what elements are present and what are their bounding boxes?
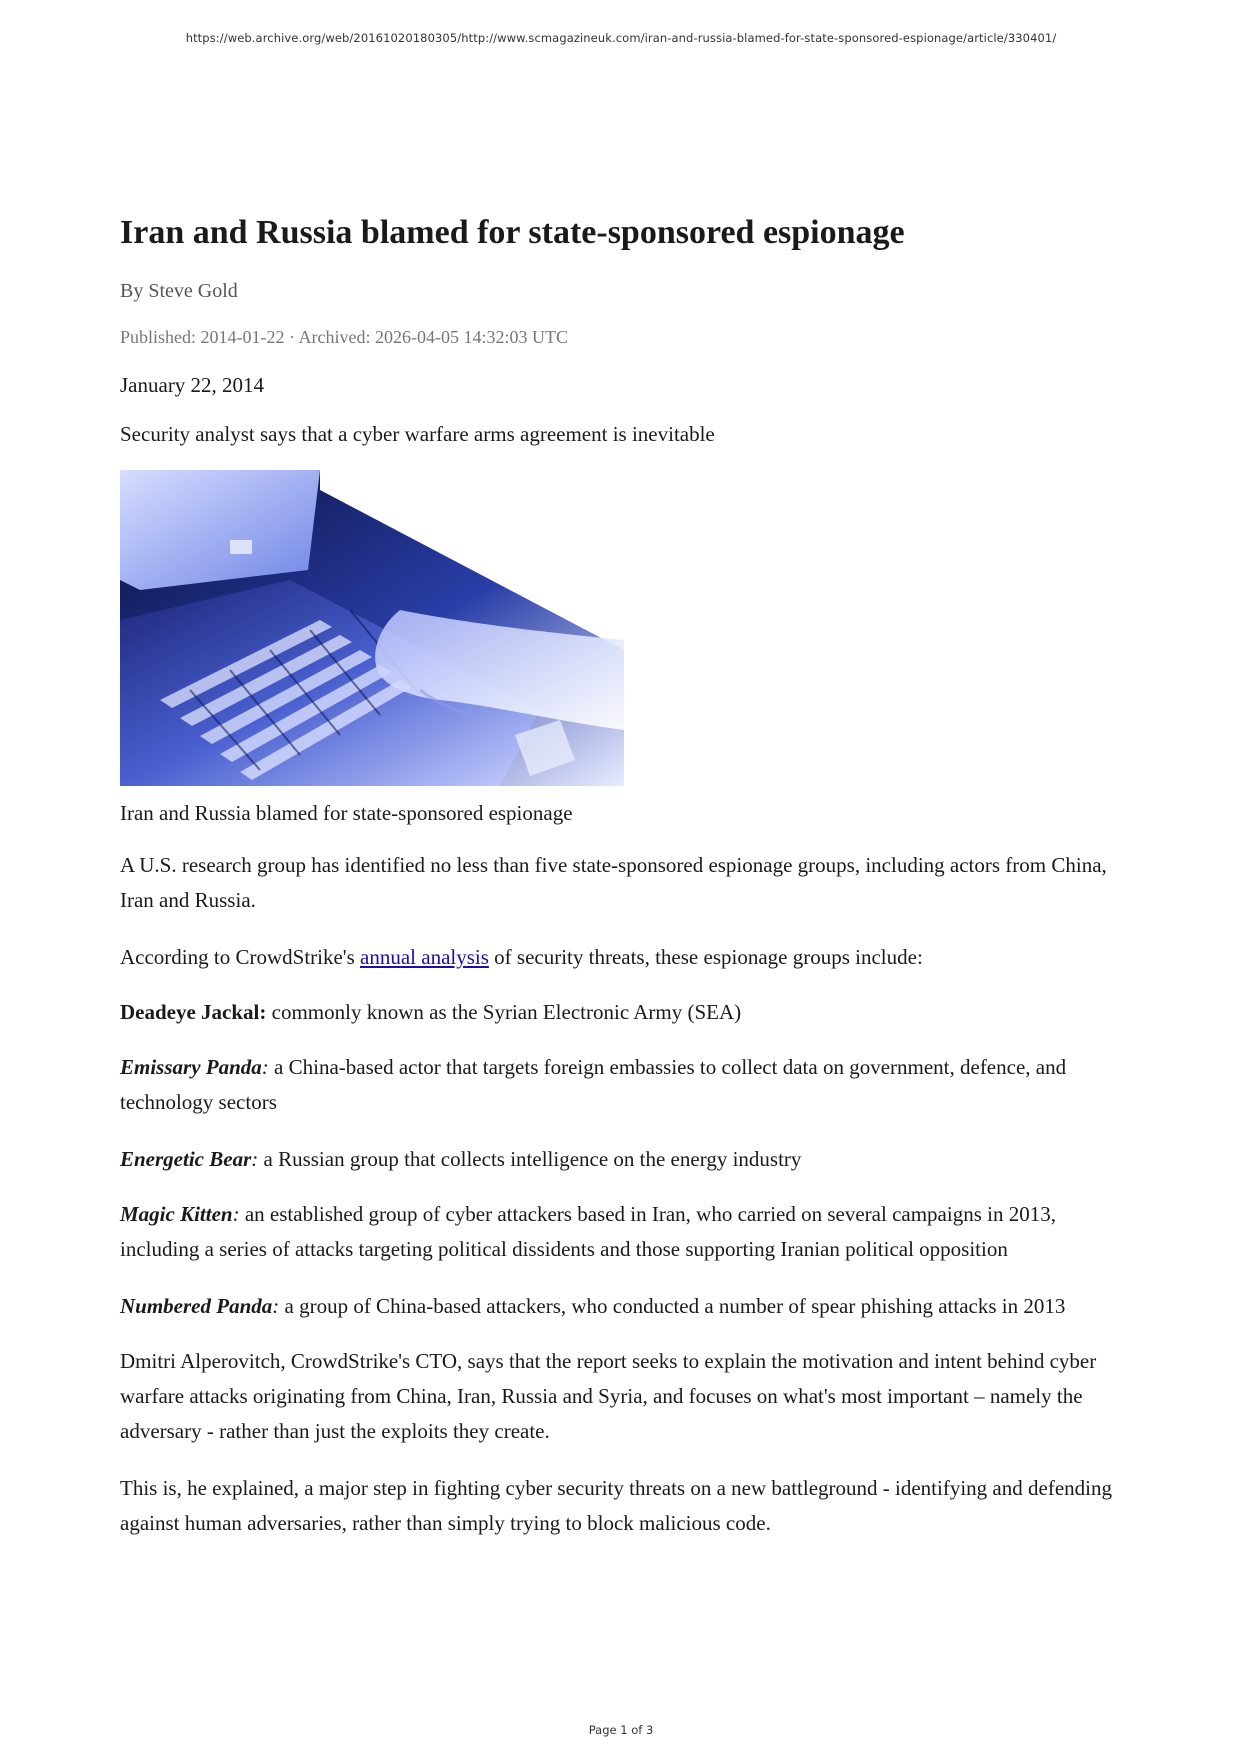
- alperovitch-paragraph: Dmitri Alperovitch, CrowdStrike's CTO, says that the report seeks to explain the motivation and intent behind cyber warfare attacks originating from China, Iran, Russia and Syria, and focuses on what's most important – namely the adversary - rather than just the exploits they create.: [120, 1349, 1097, 1443]
- group-name: Magic Kitten: [120, 1202, 233, 1226]
- article: [120, 212, 1120, 1563]
- group-name: Deadeye Jackal:: [120, 1000, 267, 1024]
- group-description: a Russian group that collects intelligence on the energy industry: [258, 1147, 802, 1171]
- according-text-before: According to CrowdStrike's: [120, 945, 361, 969]
- group-item-magic-kitten: [120, 1197, 1120, 1267]
- article-byline: By Steve Gold: [120, 280, 238, 302]
- group-name: Emissary Panda: [120, 1055, 262, 1079]
- article-dek: Security analyst says that a cyber warfare arms agreement is inevitable: [120, 422, 715, 446]
- image-caption: Iran and Russia blamed for state-sponsored espionage: [120, 801, 573, 825]
- according-paragraph: [120, 940, 1120, 975]
- according-text-after: of security threats, these espionage groups include:: [488, 945, 923, 969]
- group-description: a group of China-based attackers, who conducted a number of spear phishing attacks in 2013: [279, 1294, 1066, 1318]
- group-description: a China-based actor that targets foreign embassies to collect data on government, defence, and technology sectors: [120, 1055, 1067, 1114]
- group-item-emissary-panda: [120, 1050, 1120, 1120]
- intro-paragraph: A U.S. research group has identified no less than five state-sponsored espionage groups, including actors from China, Iran and Russia.: [120, 853, 1107, 912]
- article-title: Iran and Russia blamed for state-sponsored espionage: [120, 214, 905, 251]
- archive-url-header: https://web.archive.org/web/20161020180305/http://www.scmagazineuk.com/iran-and-russia-blamed-for-state-sponsored-espionage/article/330401/: [185, 31, 1057, 45]
- group-punct: :: [232, 1202, 240, 1226]
- group-item-energetic-bear: [120, 1142, 1120, 1177]
- group-name: Energetic Bear: [120, 1147, 252, 1171]
- article-date: January 22, 2014: [120, 373, 265, 397]
- annual-analysis-link[interactable]: annual analysis: [360, 945, 489, 969]
- closing-paragraph: This is, he explained, a major step in fighting cyber security threats on a new battleground - identifying and defending against human adversaries, rather than simply trying to block malicious code.: [120, 1476, 1112, 1535]
- group-description: an established group of cyber attackers based in Iran, who carried on several campaigns in 2013, including a series of attacks targeting political dissidents and those supporting Iranian political opposition: [120, 1202, 1056, 1261]
- group-item-deadeye-jackal: [120, 995, 1120, 1030]
- group-punct: :: [261, 1055, 269, 1079]
- article-meta: Published: 2014-01-22 · Archived: 2026-04-05 14:32:03 UTC: [120, 327, 568, 347]
- page-number: Page 1 of 3: [588, 1723, 654, 1737]
- group-punct: :: [251, 1147, 259, 1171]
- group-name: Numbered Panda: [120, 1294, 273, 1318]
- group-description: commonly known as the Syrian Electronic Army (SEA): [266, 1000, 742, 1024]
- laptop-typing-image: [120, 470, 624, 786]
- group-item-numbered-panda: [120, 1289, 1120, 1324]
- group-punct: :: [272, 1294, 280, 1318]
